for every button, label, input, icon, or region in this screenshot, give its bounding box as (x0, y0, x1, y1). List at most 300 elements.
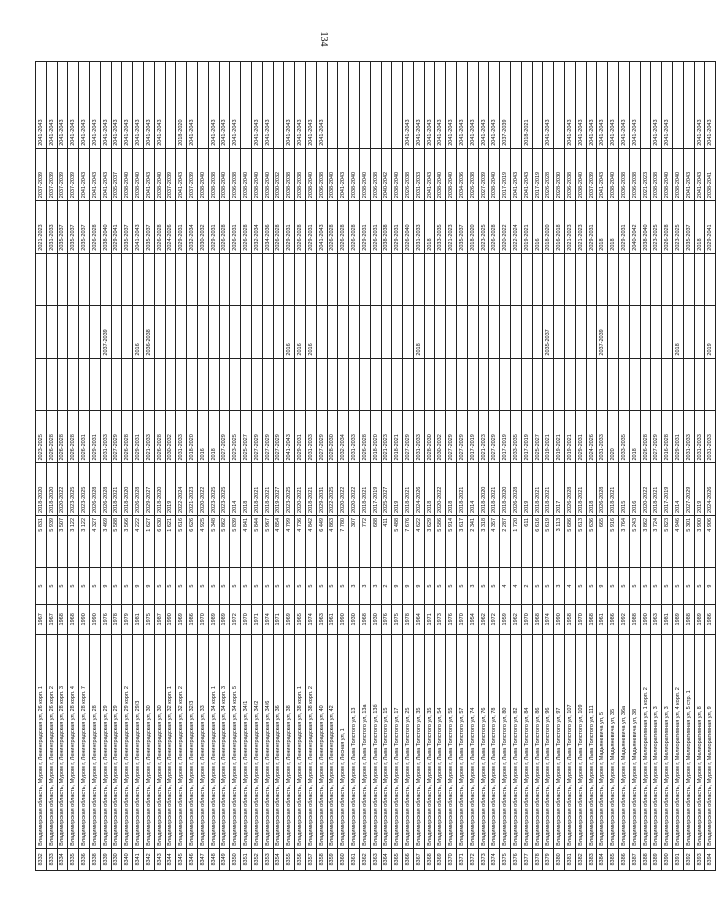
table-row (305, 62, 316, 871)
table-cell: 2021-2023 (36, 201, 47, 253)
table-cell: 2031-2033 (413, 148, 424, 200)
table-cell: 2030-2032 (273, 148, 284, 200)
table-cell: 2018-2020 (36, 463, 47, 515)
table-cell: 4 622 (413, 515, 424, 567)
table-cell: 8382 (575, 848, 586, 870)
table-cell: 2031-2033 (100, 411, 111, 463)
table-cell-empty (230, 253, 241, 305)
table-cell: Владимирская область, Муром г, Ленинградская ул, 30 (154, 634, 165, 848)
table-cell: 5 616 (176, 515, 187, 567)
table-cell: 9 (392, 568, 403, 604)
table-cell: 2017 (554, 463, 565, 515)
table-cell: 1964 (413, 604, 424, 634)
table-row (662, 62, 673, 871)
table-cell: 2018-2021 (608, 463, 619, 515)
table-cell: 4 925 (197, 515, 208, 567)
table-cell-empty (251, 253, 262, 305)
table-cell: 4 (500, 568, 511, 604)
table-cell-empty (629, 358, 640, 410)
table-cell: 2026-2028 (349, 201, 360, 253)
table-cell-empty (241, 253, 252, 305)
table-cell: 2038-2040 (349, 148, 360, 200)
table-cell: 2022-2025 (327, 463, 338, 515)
table-cell: 8345 (176, 848, 187, 870)
table-cell: 2038-2040 (305, 148, 316, 200)
table-cell-empty (327, 253, 338, 305)
table-cell: 1967 (36, 604, 47, 634)
table-cell: 5 (111, 568, 122, 604)
table-cell: 2029-2031 (619, 201, 630, 253)
table-cell: 1969 (284, 604, 295, 634)
table-cell (694, 306, 705, 358)
table-cell: 2036-2038 (629, 148, 640, 200)
table-cell: 2041-2043 (413, 62, 424, 149)
table-cell (662, 306, 673, 358)
table-cell (338, 62, 349, 149)
table-cell (187, 306, 198, 358)
table-cell: 5 588 (111, 515, 122, 567)
table-cell: 2041-2043 (111, 62, 122, 149)
table-cell: 411 (381, 515, 392, 567)
table-cell (154, 306, 165, 358)
table-cell: Владимирская область, Муром г, Ленинградская ул, 26 корп. 2 (46, 634, 57, 848)
table-cell-empty (154, 358, 165, 410)
table-cell-empty (435, 358, 446, 410)
table-cell-empty (79, 358, 90, 410)
table-cell-empty (133, 253, 144, 305)
table-cell: 1968 (57, 604, 68, 634)
table-cell: 5 619 (543, 515, 554, 567)
table-cell (619, 306, 630, 358)
table-cell: 2029-2031 (359, 201, 370, 253)
table-cell: 2041-2043 (208, 62, 219, 149)
table-cell: 1961 (597, 604, 608, 634)
table-cell: 2030-2032 (165, 411, 176, 463)
table-cell: 8360 (338, 848, 349, 870)
table-cell: 4 799 (284, 515, 295, 567)
table-cell: 2037-2039 (165, 148, 176, 200)
table-cell: 2029-2031 (284, 201, 295, 253)
table-cell-empty (89, 358, 100, 410)
table-cell: 8335 (68, 848, 79, 870)
table-cell: 8392 (683, 848, 694, 870)
table-cell: 5 (36, 568, 47, 604)
table-cell: 5 (640, 568, 651, 604)
table-cell: Владимирская область, Муром г, Льва Толстого ул, 109 (575, 634, 586, 848)
table-row (36, 62, 47, 871)
table-row (295, 62, 306, 871)
table-row (262, 62, 273, 871)
table-cell: 2018 (629, 411, 640, 463)
table-cell-empty (586, 253, 597, 305)
table-cell: 2019-2021 (521, 201, 532, 253)
table-cell: 1978 (111, 604, 122, 634)
table-cell-empty (565, 253, 576, 305)
table-cell: 8336 (79, 848, 90, 870)
table-cell (370, 306, 381, 358)
table-cell-empty (413, 253, 424, 305)
table-cell (359, 306, 370, 358)
table-cell: 2041-2043 (424, 62, 435, 149)
table-cell: 8342 (143, 848, 154, 870)
table-cell: Владимирская область, Муром г, Ленинградская ул, 32/3 (187, 634, 198, 848)
table-cell: 3 507 (57, 515, 68, 567)
table-cell: Владимирская область, Муром г, Льва Толстого ул, 96 (543, 634, 554, 848)
table-cell: 2018-2021 (392, 411, 403, 463)
table-cell: 2029-2031 (586, 201, 597, 253)
table-cell: 8379 (543, 848, 554, 870)
table-cell (673, 62, 684, 149)
table-cell: 2019-2021 (565, 411, 576, 463)
table-cell: 1968 (586, 604, 597, 634)
table-cell-empty (359, 253, 370, 305)
table-cell: Владимирская область, Муром г, Ленинградская ул, 28 корп. 7 (79, 634, 90, 848)
table-cell-empty (316, 358, 327, 410)
table-cell (457, 306, 468, 358)
table-cell: 4 863 (327, 515, 338, 567)
table-cell: 8346 (187, 848, 198, 870)
table-cell: 2023-2025 (36, 411, 47, 463)
table-cell: 5 (295, 568, 306, 604)
table-cell: 2027-2029 (446, 411, 457, 463)
table-cell: 2024-2026 (705, 463, 716, 515)
table-cell: 2041-2043 (133, 201, 144, 253)
table-row (111, 62, 122, 871)
table-cell-empty (543, 253, 554, 305)
table-cell: 2038-2040 (392, 148, 403, 200)
table-cell: 2019 (705, 306, 716, 358)
table-cell: 2019 (694, 463, 705, 515)
table-cell: 5 (219, 568, 230, 604)
table-cell: 2041-2043 (662, 62, 673, 149)
table-cell: 2026-2028 (122, 411, 133, 463)
table-cell-empty (122, 253, 133, 305)
table-cell: 1970 (575, 604, 586, 634)
table-cell: Владимирская область, Муром г, Ленинградская ул, 42 (327, 634, 338, 848)
table-cell: Владимирская область, Муром г, Льва Толстого ул, 54 (435, 634, 446, 848)
table-cell-empty (89, 253, 100, 305)
table-cell: 2023-2025 (284, 463, 295, 515)
table-cell: 2029-2041 (705, 201, 716, 253)
table-cell: 2041-2043 (316, 62, 327, 149)
table-cell: 2027-2029 (262, 411, 273, 463)
table-cell: Владимирская область, Муром г, Ленинградская ул, 40 (316, 634, 327, 848)
table-cell: 5 586 (435, 515, 446, 567)
table-cell: 2018-2020 (154, 463, 165, 515)
table-cell: 2019 (521, 463, 532, 515)
table-cell: 2018-2021 (651, 463, 662, 515)
table-cell: 5 862 (219, 515, 230, 567)
table-cell: 2034-2036 (262, 201, 273, 253)
table-cell: 2026-2028 (68, 411, 79, 463)
table-cell-empty (305, 253, 316, 305)
table-cell: 5 (122, 568, 133, 604)
table-cell: 2 287 (500, 515, 511, 567)
table-cell: 2038-2040 (133, 148, 144, 200)
table-cell: 5 (478, 568, 489, 604)
table-row (608, 62, 619, 871)
table-cell: 4 946 (673, 515, 684, 567)
table-row (251, 62, 262, 871)
table-cell: 5 (673, 568, 684, 604)
table-cell: 9 (403, 568, 414, 604)
table-cell: 8381 (565, 848, 576, 870)
table-cell: 2038-2040 (662, 148, 673, 200)
table-cell: 2018 (208, 411, 219, 463)
table-cell: Владимирская область, Муром г, Льва Толстого ул, 111 (586, 634, 597, 848)
table-cell: 2021-2033 (143, 411, 154, 463)
table-cell: 2027-2029 (273, 411, 284, 463)
table-cell (683, 62, 694, 149)
table-row (370, 62, 381, 871)
table-cell: 2027-2029 (457, 411, 468, 463)
table-cell (46, 306, 57, 358)
table-cell (511, 306, 522, 358)
table-cell-empty (532, 358, 543, 410)
table-cell: 2035-2037 (683, 201, 694, 253)
table-cell: 1974 (305, 604, 316, 634)
table-cell: Владимирская область, Муром г, Ленинградская ул, 34 корп. 5 (230, 634, 241, 848)
table-cell: 8341 (133, 848, 144, 870)
table-cell: Владимирская область, Муром г, Мелиоративная ул, 4 корп. 2 (673, 634, 684, 848)
table-cell-empty (673, 358, 684, 410)
table-cell: 2041-2043 (694, 148, 705, 200)
table-cell: 2041-2043 (457, 62, 468, 149)
table-cell: 8369 (435, 848, 446, 870)
table-cell: 8332 (36, 848, 47, 870)
table-cell: 2035-2037 (122, 201, 133, 253)
table-cell-empty (338, 358, 349, 410)
table-cell: 8368 (424, 848, 435, 870)
table-cell (403, 306, 414, 358)
table-cell: 2016 (295, 306, 306, 358)
table-cell: 2041-2043 (176, 148, 187, 200)
table-cell: 1981 (133, 604, 144, 634)
table-cell: 5 (197, 568, 208, 604)
table-cell (640, 62, 651, 149)
table-cell: 8387 (629, 848, 640, 870)
table-cell: 9 (413, 568, 424, 604)
table-cell: 2020-2022 (57, 463, 68, 515)
table-cell: Владимирская область, Муром г, Льва Толстого ул, 82 (511, 634, 522, 848)
table-cell: 5 (154, 568, 165, 604)
table-cell: 5 (230, 568, 241, 604)
table-cell: 8372 (467, 848, 478, 870)
table-row (68, 62, 79, 871)
table-cell-empty (575, 358, 586, 410)
table-cell: 2041-2043 (57, 62, 68, 149)
table-cell: 2014 (467, 463, 478, 515)
table-cell: 2041-2043 (694, 62, 705, 149)
table-cell: 5 (316, 568, 327, 604)
table-cell: 2026-2028 (489, 201, 500, 253)
table-cell: 2041-2043 (79, 62, 90, 149)
table-cell: 2041-2043 (403, 62, 414, 149)
table-cell: 2026-2028 (543, 148, 554, 200)
table-cell: 2038-2038 (295, 148, 306, 200)
table-cell: 2018 (673, 306, 684, 358)
table-cell: 2027-2029 (219, 411, 230, 463)
table-row (554, 62, 565, 871)
table-cell: 2020-2022 (338, 463, 349, 515)
table-row (489, 62, 500, 871)
table-cell: 2016 (629, 463, 640, 515)
table-cell: 2019-2027 (273, 463, 284, 515)
table-cell: 2026-2028 (133, 463, 144, 515)
table-row (79, 62, 90, 871)
table-cell (230, 306, 241, 358)
table-cell: 2023-2025 (219, 463, 230, 515)
table-row (273, 62, 284, 871)
table-cell: 2027-2029 (251, 411, 262, 463)
table-cell: 2027-2029 (316, 411, 327, 463)
table-cell: 2025-2027 (241, 411, 252, 463)
table-cell-empty (100, 253, 111, 305)
table-cell: 8385 (608, 848, 619, 870)
table-cell: 2041-2043 (489, 62, 500, 149)
table-cell-empty (36, 253, 47, 305)
table-cell: 2036-2038 (370, 148, 381, 200)
table-cell: Владимирская область, Муром г, Мадьяневича ул, 35 (608, 634, 619, 848)
table-cell: 2027-2039 (478, 148, 489, 200)
table-cell (273, 306, 284, 358)
table-cell: 1962 (511, 604, 522, 634)
table-cell-empty (403, 358, 414, 410)
table-cell-empty (359, 358, 370, 410)
table-row (446, 62, 457, 871)
table-cell: 2041-2043 (251, 62, 262, 149)
table-cell: 1990 (640, 604, 651, 634)
table-cell-empty (251, 358, 262, 410)
table-cell: 2023-2025 (478, 201, 489, 253)
table-row (143, 62, 154, 871)
table-cell (338, 306, 349, 358)
table-cell: 2018-2021 (489, 463, 500, 515)
table-cell: Владимирская область, Муром г, Ленинградская ул, 28 корп. 3 (57, 634, 68, 848)
table-cell: 2017-2019 (521, 411, 532, 463)
table-cell-empty (619, 253, 630, 305)
table-cell: Владимирская область, Муром г, Льва Толстого ул, 15 (381, 634, 392, 848)
table-row (187, 62, 198, 871)
table-cell (608, 306, 619, 358)
table-cell: 688 (370, 515, 381, 567)
table-cell: 2018 (608, 201, 619, 253)
table-cell: 2018-2020 (478, 463, 489, 515)
table-cell: 2014 (673, 463, 684, 515)
table-cell-empty (295, 253, 306, 305)
table-cell: 2041-2043 (683, 148, 694, 200)
table-cell (327, 62, 338, 149)
table-cell: 2024-2026 (165, 201, 176, 253)
table-cell: 2033-2035 (435, 201, 446, 253)
table-cell: 2025-2027 (532, 411, 543, 463)
table-row (413, 62, 424, 871)
table-cell: 3 318 (478, 515, 489, 567)
table-cell: 1970 (457, 604, 468, 634)
table-cell (68, 306, 79, 358)
table-cell: 1963 (316, 604, 327, 634)
table-row (338, 62, 349, 871)
table-cell (683, 306, 694, 358)
table-row (122, 62, 133, 871)
table-cell: 2031-2033 (349, 411, 360, 463)
table-cell-empty (521, 253, 532, 305)
table-cell: 5 (651, 568, 662, 604)
table-cell: 3 617 (457, 515, 468, 567)
table-cell: 1954 (467, 604, 478, 634)
table-cell: 1978 (403, 604, 414, 634)
table-cell-empty (68, 358, 79, 410)
table-cell: 2018-2021 (521, 62, 532, 149)
table-row (133, 62, 144, 871)
table-cell: 2014 (230, 463, 241, 515)
table-cell: 8378 (532, 848, 543, 870)
table-cell: 9 (133, 568, 144, 604)
table-cell: Владимирская область, Муром г, Ленинградская ул, 28 (89, 634, 100, 848)
table-cell-empty (219, 358, 230, 410)
table-cell: 2031-2033 (705, 411, 716, 463)
table-cell: 2029-2031 (575, 411, 586, 463)
table-cell: 8339 (100, 848, 111, 870)
table-cell: 5 301 (683, 515, 694, 567)
table-cell: 7 676 (403, 515, 414, 567)
table-cell: 2041-2043 (262, 62, 273, 149)
table-cell: 2038-2040 (154, 148, 165, 200)
table-cell: 3 113 (554, 515, 565, 567)
table-row (165, 62, 176, 871)
table-cell-empty (197, 358, 208, 410)
table-cell (111, 306, 122, 358)
table-cell: 2041-2043 (467, 62, 478, 149)
table-cell: 2026-2028 (57, 411, 68, 463)
table-cell (36, 306, 47, 358)
table-cell-empty (478, 358, 489, 410)
table-cell-empty (629, 253, 640, 305)
table-cell (651, 306, 662, 358)
table-cell: 2038-2040 (241, 148, 252, 200)
table-cell: 2026-2031 (79, 411, 90, 463)
table-cell: 4 357 (489, 515, 500, 567)
table-cell-empty (694, 358, 705, 410)
table-cell: 8348 (208, 848, 219, 870)
table-cell-empty (435, 253, 446, 305)
table-cell: 2026-2028 (89, 201, 100, 253)
table-cell: 2041-2043 (89, 148, 100, 200)
table-cell: 8371 (457, 848, 468, 870)
table-cell: 5 (176, 568, 187, 604)
table-cell: 2032-2034 (251, 201, 262, 253)
table-cell: 8376 (511, 848, 522, 870)
table-cell: 1930 (370, 604, 381, 634)
table-cell: 8380 (554, 848, 565, 870)
table-cell: 2031-2033 (305, 411, 316, 463)
table-cell-empty (36, 358, 47, 410)
table-cell: 1971 (424, 604, 435, 634)
table-cell: 5 (241, 568, 252, 604)
table-cell: 2037-2039 (586, 148, 597, 200)
table-cell (575, 306, 586, 358)
table-cell: Владимирская область, Муром г, Ленинградская ул, 26 корп. 1 (36, 634, 47, 848)
table-cell: 1989 (219, 604, 230, 634)
table-cell: 8351 (241, 848, 252, 870)
table-row (435, 62, 446, 871)
table-cell: Владимирская область, Муром г, Льва Толстого ул, 107 (565, 634, 576, 848)
table-cell: 5 (619, 568, 630, 604)
table-row (403, 62, 414, 871)
table-cell: 2041-2043 (100, 148, 111, 200)
table-cell: 2026-2028 (511, 463, 522, 515)
table-cell-empty (68, 253, 79, 305)
